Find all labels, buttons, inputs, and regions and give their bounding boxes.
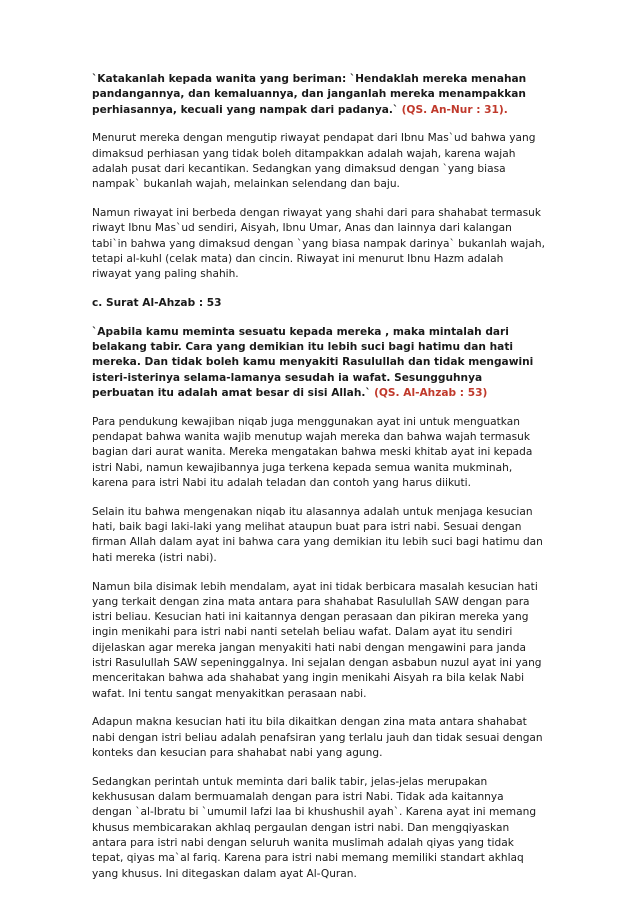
quran-reference: (QS. Al-Ahzab : 53)	[374, 387, 488, 400]
body-paragraph: Sedangkan perintah untuk meminta dari balik tabir, jelas-jelas merupakan kekhususan dalam bermuamalah dengan para istri Nabi. Tidak ada kaitannya dengan `al-Ibratu bi `umumil lafzi laa bi khushushil ayah`. Karena ayat ini memang khusus membicarakan akhlaq pergaulan dengan istri nabi. Dan mengqiyaskan antara para istri nabi dengan seluruh wanita muslimah adalah qiyas yang tidak tepat, qiyas ma`al fariq. Karena para istri nabi memang memiliki standart akhlaq yang khusus. Ini ditegaskan dalam ayat Al-Quran.	[92, 775, 537, 880]
body-paragraph: Adapun makna kesucian hati itu bila dikaitkan dengan zina mata antara shahabat nabi dengan istri beliau adalah penafsiran yang terlalu jauh dan tidak sesuai dengan konteks dan kesucian para shahabat nabi yang agung.	[92, 716, 543, 759]
section-heading: c. Surat Al-Ahzab : 53	[92, 297, 222, 310]
body-paragraph: Selain itu bahwa mengenakan niqab itu alasannya adalah untuk menjaga kesucian hati, baik bagi laki-laki yang melihat ataupun buat para istri nabi. Sesuai dengan firman Allah dalam ayat ini bahwa cara yang demikian itu lebih suci bagi hatimu dan hati mereka (istri nabi).	[92, 505, 543, 564]
quran-reference: (QS. An-Nur : 31).	[401, 103, 508, 116]
quote-text: `Katakanlah kepada wanita yang beriman: `Hendaklah mereka menahan pandangannya, dan kemaluannya, dan janganlah mereka menampakkan perhiasannya, kecuali yang nampak dari padanya.`	[92, 73, 527, 116]
body-paragraph: Namun bila disimak lebih mendalam, ayat ini tidak berbicara masalah kesucian hati yang terkait dengan zina mata antara para shahabat Rasulullah SAW dengan para istri beliau. Kesucian hati ini kaitannya dengan perasaan dan pikiran mereka yang ingin menikahi para istri nabi nanti setelah beliau wafat. Dalam ayat itu sendiri dijelaskan agar mereka jangan menyakiti hati nabi dengan mengawini para janda istri Rasulullah SAW sepeninggalnya. Ini sejalan dengan asbabun nuzul ayat ini yang menceritakan bahwa ada shahabat yang ingin menikahi Aisyah ra bila kelak Nabi wafat. Ini tentu sangat menyakitkan perasaan nabi.	[92, 580, 542, 700]
body-paragraph: Namun riwayat ini berbeda dengan riwayat yang shahi dari para shahabat termasuk riwayt Ibnu Mas`ud sendiri, Aisyah, Ibnu Umar, Anas dan lainnya dari kalangan tabi`in bahwa yang dimaksud dengan `yang biasa nampak darinya` bukanlah wajah, tetapi al-kuhl (celak mata) dan cincin. Riwayat ini menurut Ibnu Hazm adalah riwayat yang paling shahih.	[92, 207, 545, 281]
quote-paragraph-al-ahzab	[92, 325, 546, 401]
quote-text: `Apabila kamu meminta sesuatu kepada mereka , maka mintalah dari belakang tabir. Cara yang demikian itu lebih suci bagi hatimu dan hati mereka. Dan tidak boleh kamu menyakiti Rasulullah dan tidak mengawini isteri-isterinya selama-lamanya sesudah ia wafat. Sesungguhnya perbuatan itu adalah amat besar di sisi Allah.`	[92, 325, 534, 400]
body-paragraph: Para pendukung kewajiban niqab juga menggunakan ayat ini untuk menguatkan pendapat bahwa wanita wajib menutup wajah mereka dan bahwa wajah termasuk bagian dari aurat wanita. Mereka mengatakan bahwa meski khitab ayat ini kepada istri Nabi, namun kewajibannya juga terkena kepada semua wanita mukminah, karena para istri Nabi itu adalah teladan dan contoh yang harus diikuti.	[92, 415, 533, 490]
document-page	[92, 72, 546, 895]
body-paragraph: Menurut mereka dengan mengutip riwayat pendapat dari Ibnu Mas`ud bahwa yang dimaksud perhiasan yang tidak boleh ditampakkan adalah wajah, karena wajah adalah pusat dari kecantikan. Sedangkan yang dimaksud dengan `yang biasa nampak` bukanlah wajah, melainkan selendang dan baju.	[92, 132, 536, 191]
quote-paragraph-an-nur	[92, 72, 546, 118]
